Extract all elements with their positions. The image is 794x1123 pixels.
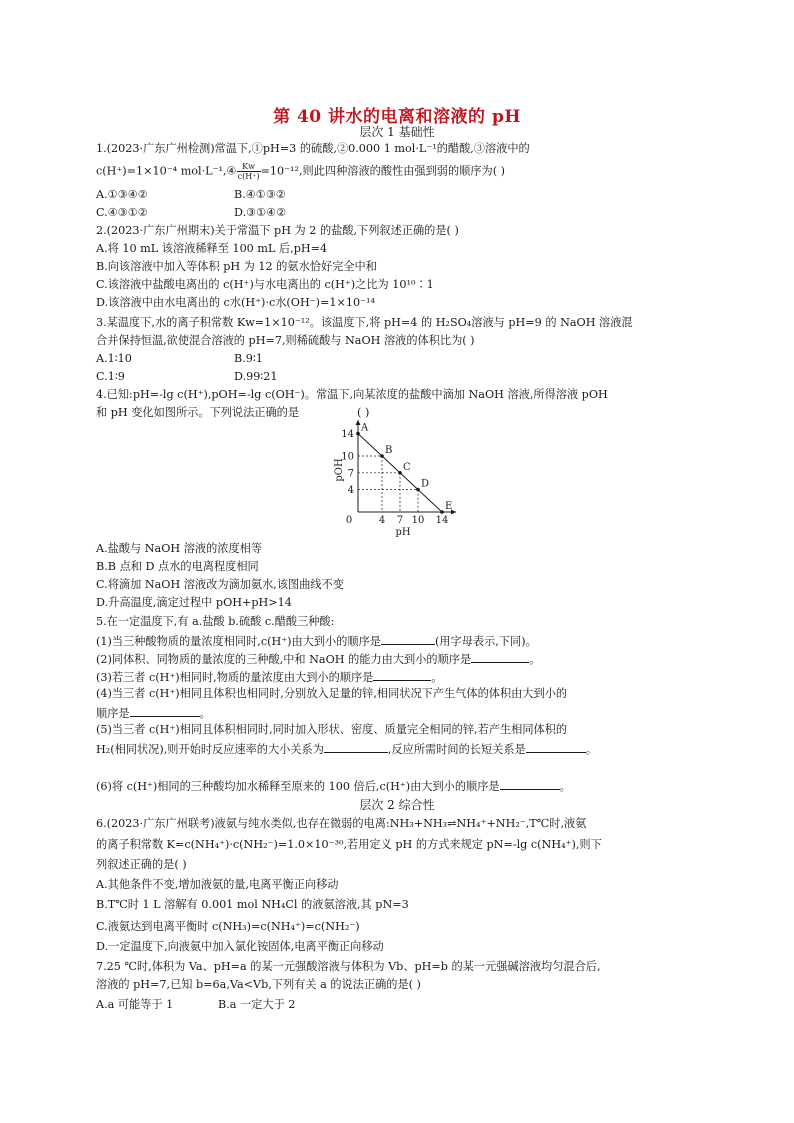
y-tick-label: 4 <box>347 485 354 497</box>
poh-ph-chart <box>336 420 466 540</box>
q1-line2-start: c(H⁺)=1×10⁻⁴ mol·L⁻¹,④ <box>96 164 237 178</box>
q4-option-a: A.盐酸与 NaOH 溶液的浓度相等 <box>96 542 263 555</box>
q6-option-b: B.T℃时 1 L 溶解有 0.001 mol NH₄Cl 的液氨溶液,其 pN=3 <box>96 898 409 911</box>
q1-line1: 1.(2023·广东广州检测)常温下,①pH=3 的硫酸,②0.000 1 mol·L⁻¹的醋酸,③溶液中的 <box>96 142 530 155</box>
q1-option-a: A.①③④② <box>96 188 148 201</box>
q4-option-c: C.将滴加 NaOH 溶液改为滴加氨水,该图曲线不变 <box>96 578 344 591</box>
q7-line2: 溶液的 pH=7,已知 b=6a,Va<Vb,下列有关 a 的说法正确的是( ) <box>96 978 421 991</box>
x-tick-label: 4 <box>378 515 386 526</box>
q5-sub1-tail: (用字母表示,下同)。 <box>435 635 537 648</box>
q3-option-c: C.1∶9 <box>96 370 125 383</box>
q5-sub2 <box>96 651 716 667</box>
point-label-E: E <box>445 501 453 512</box>
answer-blank[interactable] <box>324 741 388 753</box>
q5-sub4-tail: 。 <box>199 707 211 720</box>
data-point-B <box>380 454 384 458</box>
q1-line2 <box>96 162 716 181</box>
q5-sub6-tail: 。 <box>559 780 571 793</box>
q6-line2: 的离子积常数 K=c(NH₄⁺)·c(NH₂⁻)=1.0×10⁻³⁰,若用定义 pH 的方式来规定 pN=-lg c(NH₄⁺),则下 <box>96 838 602 851</box>
q5-sub4-line1: (4)当三者 c(H⁺)相同且体积也相同时,分别放入足量的锌,相同状况下产生气体的体积由大到小的 <box>96 687 568 700</box>
q1-line2-end: =10⁻¹²,则此四种溶液的酸性由强到弱的顺序为( ) <box>260 164 506 178</box>
point-label-A: A <box>361 422 369 434</box>
q4-option-d: D.升高温度,滴定过程中 pOH+pH>14 <box>96 596 292 609</box>
data-point-D <box>416 488 420 492</box>
q5-line1: 5.在一定温度下,有 a.盐酸 b.硫酸 c.醋酸三种酸: <box>96 615 335 628</box>
q1-option-d: D.③①④② <box>234 206 287 219</box>
q5-sub2-tail: 。 <box>529 653 541 666</box>
q6-option-a: A.其他条件不变,增加液氨的量,电离平衡正向移动 <box>96 878 339 891</box>
x-tick-label: 10 <box>411 515 425 526</box>
y-tick-label: 7 <box>347 468 354 480</box>
q6-option-d: D.一定温度下,向液氨中加入氯化铵固体,电离平衡正向移动 <box>96 940 384 953</box>
fraction-denominator: c(H⁺) <box>237 172 260 181</box>
data-point-A <box>356 432 360 436</box>
q4-line2 <box>96 406 716 420</box>
q4-option-b: B.B 点和 D 点水的电离程度相同 <box>96 560 259 573</box>
answer-blank[interactable] <box>526 741 586 753</box>
q5-sub3-text: (3)若三者 c(H⁺)相同时,物质的量浓度由大到小的顺序是 <box>96 671 374 684</box>
q2-line1: 2.(2023·广东广州期末)关于常温下 pH 为 2 的盐酸,下列叙述正确的是( ) <box>96 224 459 237</box>
q5-sub5-line1: (5)当三者 c(H⁺)相同且体积相同时,同时加入形状、密度、质量完全相同的锌,若产生相同体积的 <box>96 723 568 736</box>
q5-sub6 <box>96 778 716 794</box>
answer-blank[interactable] <box>381 633 435 645</box>
q5-sub1 <box>96 633 716 649</box>
q5-sub3-tail: 。 <box>431 671 443 684</box>
q6-line3: 列叙述正确的是( ) <box>96 858 187 871</box>
point-label-D: D <box>421 478 430 490</box>
answer-blank[interactable] <box>471 651 529 663</box>
y-tick-label: 14 <box>341 429 354 441</box>
q5-sub2-text: (2)同体积、同物质的量浓度的三种酸,中和 NaOH 的能力由大到小的顺序是 <box>96 653 472 666</box>
q5-sub1-text: (1)当三种酸物质的量浓度相同时,c(H⁺)由大到小的顺序是 <box>96 635 381 648</box>
answer-blank[interactable] <box>500 778 560 790</box>
page-title: 第 40 讲水的电离和溶液的 pH <box>273 107 521 127</box>
q5-sub5-text: H₂(相同状况),则开始时反应速率的大小关系为 <box>96 743 324 756</box>
q5-sub5-line2 <box>96 741 716 757</box>
q1-option-c: C.④③①② <box>96 206 148 219</box>
q4-line1: 4.已知:pH=-lg c(H⁺),pOH=-lg c(OH⁻)。常温下,向某浓度的盐酸中滴加 NaOH 溶液,所得溶液 pOH <box>96 388 608 401</box>
y-tick-label: 10 <box>341 451 354 463</box>
q3-option-d: D.99∶21 <box>234 370 278 383</box>
x-tick-label: 0 <box>345 515 353 526</box>
q5-sub4-line2 <box>96 705 716 721</box>
chart-x-axis-label: pH <box>395 527 411 538</box>
fraction-numerator: Kw <box>237 162 261 172</box>
x-tick-label: 14 <box>435 515 449 526</box>
q2-option-c: C.该溶液中盐酸电离出的 c(H⁺)与水电离出的 c(H⁺)之比为 10¹⁰∶1 <box>96 278 434 291</box>
q3-option-a: A.1∶10 <box>96 352 132 365</box>
q6-line1: 6.(2023·广东广州联考)液氨与纯水类似,也存在微弱的电离:NH₃+NH₃⇌NH₄⁺+NH₂⁻,T℃时,液氨 <box>96 817 587 830</box>
q2-option-a: A.将 10 mL 该溶液稀释至 100 mL 后,pH=4 <box>96 242 328 255</box>
q5-sub3 <box>96 669 716 685</box>
q3-option-b: B.9∶1 <box>234 352 263 365</box>
kw-fraction <box>237 162 261 181</box>
y-axis-arrow <box>356 420 361 425</box>
q6-option-c: C.液氨达到电离平衡时 c(NH₃)=c(NH₄⁺)=c(NH₂⁻) <box>96 920 360 933</box>
chart-y-axis-label: pOH <box>334 458 345 482</box>
point-label-C: C <box>403 461 411 473</box>
chart-points <box>356 423 452 514</box>
q7-option-a: A.a 可能等于 1 <box>96 998 174 1011</box>
answer-blank[interactable] <box>130 705 200 717</box>
q4-line2-text: 和 pH 变化如图所示。下列说法正确的是 <box>96 406 300 419</box>
q2-option-d: D.该溶液中由水电离出的 c水(H⁺)·c水(OH⁻)=1×10⁻¹⁴ <box>96 296 375 309</box>
q2-option-b: B.向该溶液中加入等体积 pH 为 12 的氨水恰好完全中和 <box>96 260 377 273</box>
x-tick-label: 7 <box>396 515 404 526</box>
section-heading-level2: 层次 2 综合性 <box>359 798 435 812</box>
answer-blank[interactable] <box>373 669 431 681</box>
q1-option-b: B.④①③② <box>234 188 286 201</box>
q7-line1: 7.25 ℃时,体积为 Va、pH=a 的某一元强酸溶液与体积为 Vb、pH=b 的某一元强碱溶液均匀混合后, <box>96 960 601 973</box>
q7-option-b: B.a 一定大于 2 <box>218 998 296 1011</box>
point-label-B: B <box>385 445 393 456</box>
q5-sub5-mid: ,反应所需时间的长短关系是 <box>387 743 526 756</box>
section-heading-level1: 层次 1 基础性 <box>359 125 435 139</box>
q3-line2: 合并保持恒温,欲使混合溶液的 pH=7,则稀硫酸与 NaOH 溶液的体积比为( ) <box>96 334 475 347</box>
q5-sub5-tail: 。 <box>585 743 597 756</box>
q5-sub6-text: (6)将 c(H⁺)相同的三种酸均加水稀释至原来的 100 倍后,c(H⁺)由大到小的顺序是 <box>96 780 500 793</box>
data-point-E <box>440 510 444 514</box>
q3-line1: 3.某温度下,水的离子积常数 Kw=1×10⁻¹²。该温度下,将 pH=4 的 H₂SO₄溶液与 pH=9 的 NaOH 溶液混 <box>96 316 633 329</box>
data-point-C <box>398 471 402 475</box>
chart-tick-labels <box>341 429 448 526</box>
q5-sub4-text: 顺序是 <box>96 707 130 720</box>
q4-answer-paren: ( ) <box>357 406 370 419</box>
